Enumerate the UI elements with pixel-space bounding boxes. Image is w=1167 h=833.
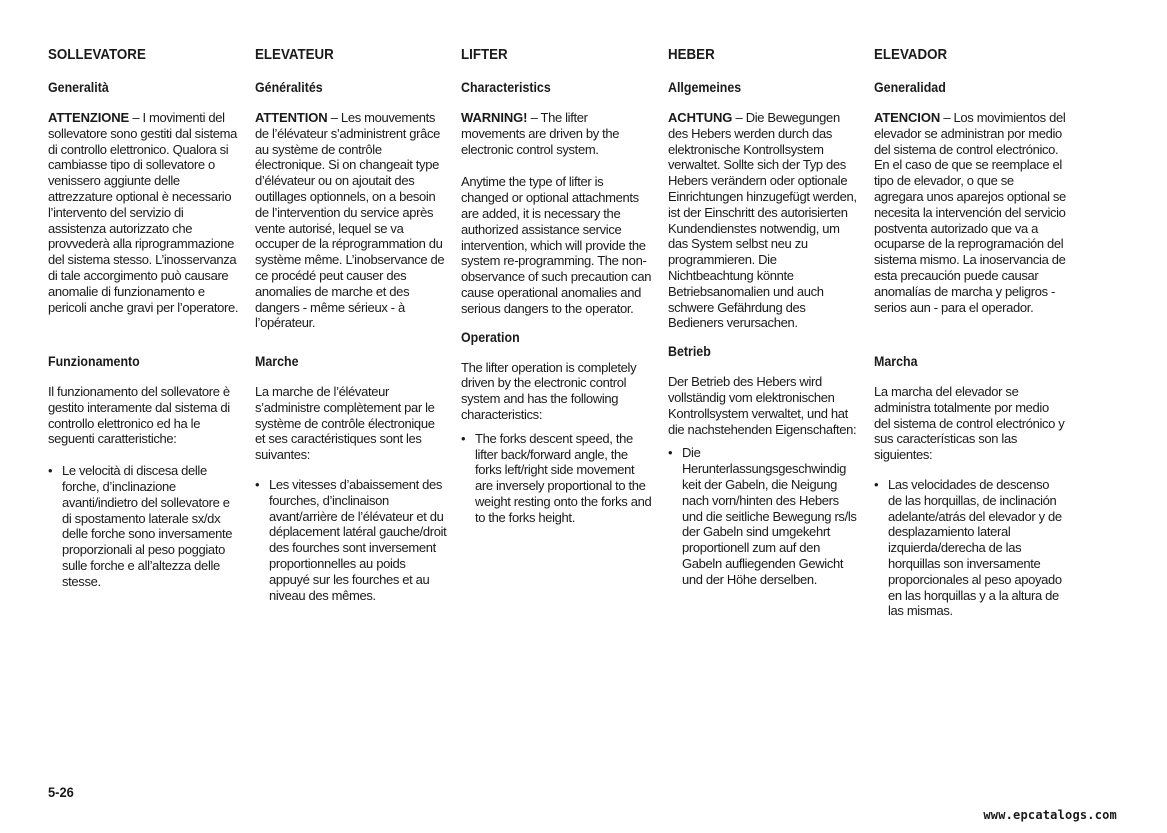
feature-list	[48, 463, 240, 589]
general-heading: Characteristics	[461, 80, 551, 95]
warning-paragraph	[255, 110, 447, 337]
list-item	[461, 431, 653, 526]
column-title: SOLLEVATORE	[48, 47, 146, 63]
column-german	[668, 46, 860, 588]
column-spanish	[874, 46, 1066, 619]
list-item	[255, 477, 447, 603]
operation-paragraph: The lifter operation is completely driven by the electronic control system and has the following characteristics:	[461, 359, 637, 422]
operation-paragraph: La marche de l’élévateur s’administre complètement par le système de contrôle électronique et ses caractéristiques sont les suivantes:	[255, 384, 435, 463]
list-item	[668, 445, 860, 587]
feature-list	[461, 431, 653, 526]
general-heading: Généralités	[255, 80, 323, 95]
column-title: HEBER	[668, 47, 715, 63]
operation-paragraph: La marcha del elevador se administra totalmente por medio del sistema de control electrónico y sus características son las siguientes:	[874, 384, 1065, 463]
list-item-text: Las velocidades de descenso de las horquillas, de inclinación adelante/atrás del elevador y de desplazamiento lateral izquierda/derecha de las horquillas son inversamente proporcionales al peso apoyado en las horquillas y a la altura de las mismas.	[888, 476, 1062, 619]
general-heading: Generalità	[48, 80, 109, 95]
list-item	[48, 463, 240, 589]
list-item	[874, 477, 1066, 619]
bullet: •	[461, 430, 466, 446]
warning-text: – Los movimientos del elevador se administran por medio del sistema de control electrónico. En el caso de que se reemplace el tipo de elevador, o que se agregara unos aparejos optional se necesita la intervención del servicio postventa autorizado que va a ocuparse de la reprogramación del sistema mismo. La inoservancia de esta precaución puede causar anomalías de marcha y peligros - serios aun - para el operador.	[874, 110, 1066, 315]
column-english	[461, 46, 653, 526]
warning-paragraph	[874, 110, 1066, 337]
general-heading: Allgemeines	[668, 80, 742, 95]
feature-list	[668, 445, 860, 587]
general-heading: Generalidad	[874, 80, 946, 95]
feature-list	[255, 477, 447, 603]
list-item-text: Le velocità di discesa delle forche, d’inclinazione avanti/indietro del sollevatore e di spostamento laterale sx/dx delle forche sono inversamente proporzionali al peso poggiato sulle forche e all’altezza delle stesse.	[62, 463, 233, 589]
column-italian	[48, 46, 240, 590]
page-number: 5-26	[48, 784, 74, 800]
bullet: •	[874, 476, 879, 492]
warning-lead: WARNING!	[461, 110, 528, 125]
multilingual-columns	[48, 46, 1128, 746]
operation-heading: Betrieb	[668, 344, 711, 360]
operation-heading: Marcha	[874, 354, 918, 369]
warning-lead: ATTENZIONE	[48, 110, 130, 125]
warning-lead: ATENCION	[874, 110, 941, 125]
operation-heading: Funzionamento	[48, 354, 140, 369]
operation-paragraph: Il funzionamento del sollevatore è gestito interamente dal sistema di controllo elettronico ed ha le seguenti caratteristiche:	[48, 384, 230, 447]
operation-paragraph: Der Betrieb des Hebers wird vollständig vom elektronischen Kontrollsystem verwaltet, und hat die nachstehenden Eigenschaften:	[668, 374, 857, 437]
watermark-url: www.epcatalogs.com	[983, 808, 1117, 822]
bullet: •	[255, 476, 260, 492]
warning-paragraph	[668, 110, 860, 331]
bullet: •	[668, 445, 673, 461]
column-title: ELEVATEUR	[255, 47, 334, 63]
warning-text: – The lifter movements are driven by the electronic control system.	[461, 110, 620, 157]
list-item-text: Die Herunterlassungsgeschwindig keit der Gabeln, die Neigung nach vorn/hinten des Hebers und die seitliche Bewegung rs/ls der Gabeln sind umgekehrt proportionell zum auf den Gabeln aufliegenden Gewicht und der Höhe derselben.	[682, 445, 857, 587]
warning-lead: ACHTUNG	[668, 110, 733, 125]
list-item-text: Les vitesses d’abaissement des fourches, d’inclinaison avant/arrière de l’élévateur et du déplacement latéral gauche/droit des fourches sont inversement proportionnelles au poids appuyé sur les fourches et au niveau des mêmes.	[269, 476, 447, 603]
warning-text: – I movimenti del sollevatore sono gestiti dal sistema di controllo elettronico. Qualora si cambiasse tipo di sollevatore o venissero aggiunte delle attrezzature optional è necessario l’intervento del servizio di assistenza autorizzato che provvederà alla riprogrammazione del sistema stesso. L’inosservanza di tale accorgimento può causare anomalie di funzionamento e pericoli anche gravi per l’operatore.	[48, 110, 239, 315]
attachment-paragraph: Anytime the type of lifter is changed or optional attachments are added, it is necessary the authorized assistance service intervention, which will provide the system re-programming. The non-observance of such precaution can cause operational anomalies and serious dangers to the operator.	[461, 174, 652, 316]
warning-text: – Les mouvements de l’élévateur s’administrent grâce au système de contrôle électronique. Si on changeait type d’élévateur ou on ajoutait des outillages optionnels, on a besoin de l’intervention du service après vente autorisé, lequel se va occuper de la réprogrammation du système même. L’inobservance de ce procédé peut causer des anomalies de marche et des dangers - même sérieux - à l’opérateur.	[255, 110, 445, 331]
feature-list	[874, 477, 1066, 619]
warning-lead: ATTENTION	[255, 110, 328, 125]
operation-heading: Marche	[255, 354, 299, 369]
column-title: ELEVADOR	[874, 47, 948, 63]
warning-text: – Die Bewegungen des Hebers werden durch das elektronische Kontrollsystem verwaltet. Sollte sich der Typ des Hebers verändern oder optionale Einrichtungen hinzugefügt werden, ist der Einschritt des autorisierten Kundendienstes notwendig, um das System selbst neu zu programmieren. Die Nichtbeachtung könnte Betriebsanomalien und auch schwere Gefährdung des Bedieners verursachen.	[668, 110, 857, 331]
operation-heading: Operation	[461, 329, 520, 345]
warning-paragraph	[461, 110, 653, 157]
column-french	[255, 46, 447, 603]
column-title: LIFTER	[461, 47, 508, 63]
list-item-text: The forks descent speed, the lifter back/forward angle, the forks left/right side movement are inversely proportional to the weight resting onto the forks and to the forks height.	[475, 430, 652, 525]
bullet: •	[48, 463, 53, 479]
warning-paragraph	[48, 110, 240, 337]
